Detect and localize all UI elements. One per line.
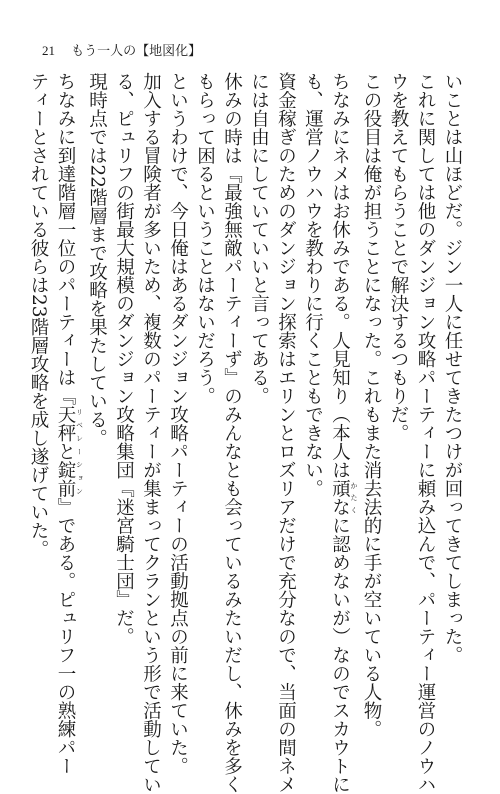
page-header: [42, 40, 201, 59]
text-line-9: 休みの時は『最強無敵パーティーず』のみんなとも会っているみたいだし、休みを多く: [221, 72, 243, 794]
text-line-2: これに関しては他のダンジョン攻略パーティーに頼み込んで、パーティー運営のノウハ: [415, 72, 436, 794]
text-line-8: には自由にしていていいと言ってある。: [248, 72, 270, 405]
text-line-6: も、運営ノウハウを教わりに行くこともできない。: [302, 72, 324, 498]
ruby-libration-reading: リベレーション: [75, 405, 84, 498]
text-line-11: というわけで、今日俺はあるダンジョン攻略パーティーの活動拠点の前に来ていた。: [167, 72, 189, 775]
ruby-katakuna-reading: かたく: [350, 479, 358, 516]
vertical-body-text: [28, 72, 466, 794]
text-line-15: ちなみに到達階層一位のパーティーは『天秤と錠前 リベレーション』である。ピュリフ一の熟練パー: [55, 72, 84, 775]
text-line-7: 資金稼ぎのためのダンジョン探索はエリンとロズリアだけで充分なので、当面の間ネメ: [275, 72, 297, 794]
text-line-1: いことは山ほどだ。ジン一人に任せてきたつけが回ってきてしまった。: [442, 72, 463, 664]
text-line-16: ティーとされている彼らは23階層攻略を成し遂げていた。: [28, 72, 49, 559]
page-number: 21: [42, 43, 55, 58]
text-line-5: ちなみにネメはお休みである。人見知り（本人は頑な かたくに認めないが）なのでスカウトに: [329, 72, 358, 794]
text-line-12: 加入する冒険者が多いため、複数のパーティーが集まってクランという形で活動してい: [140, 72, 162, 794]
text-line-3: ウを教えてもらうことで解決するつもりだ。: [388, 72, 409, 442]
ruby-katakuna: 頑な かたく: [329, 479, 358, 516]
text-line-10: もらって困るということはないだろう。: [194, 72, 216, 405]
text-line-4: この役目は俺が担うことになった。これもまた消去法的に手が空いている人物。: [361, 72, 382, 738]
text-line-14: 現時点では22階層まで攻略を果たしている。: [86, 72, 108, 448]
ruby-libration: 天秤と錠前 リベレーション: [55, 405, 84, 498]
running-title: もう一人の【地図化】: [71, 44, 202, 59]
text-line-13: る、ピュリフの街最大規模のダンジョン攻略集団『迷宮騎士団』だ。: [113, 72, 135, 646]
